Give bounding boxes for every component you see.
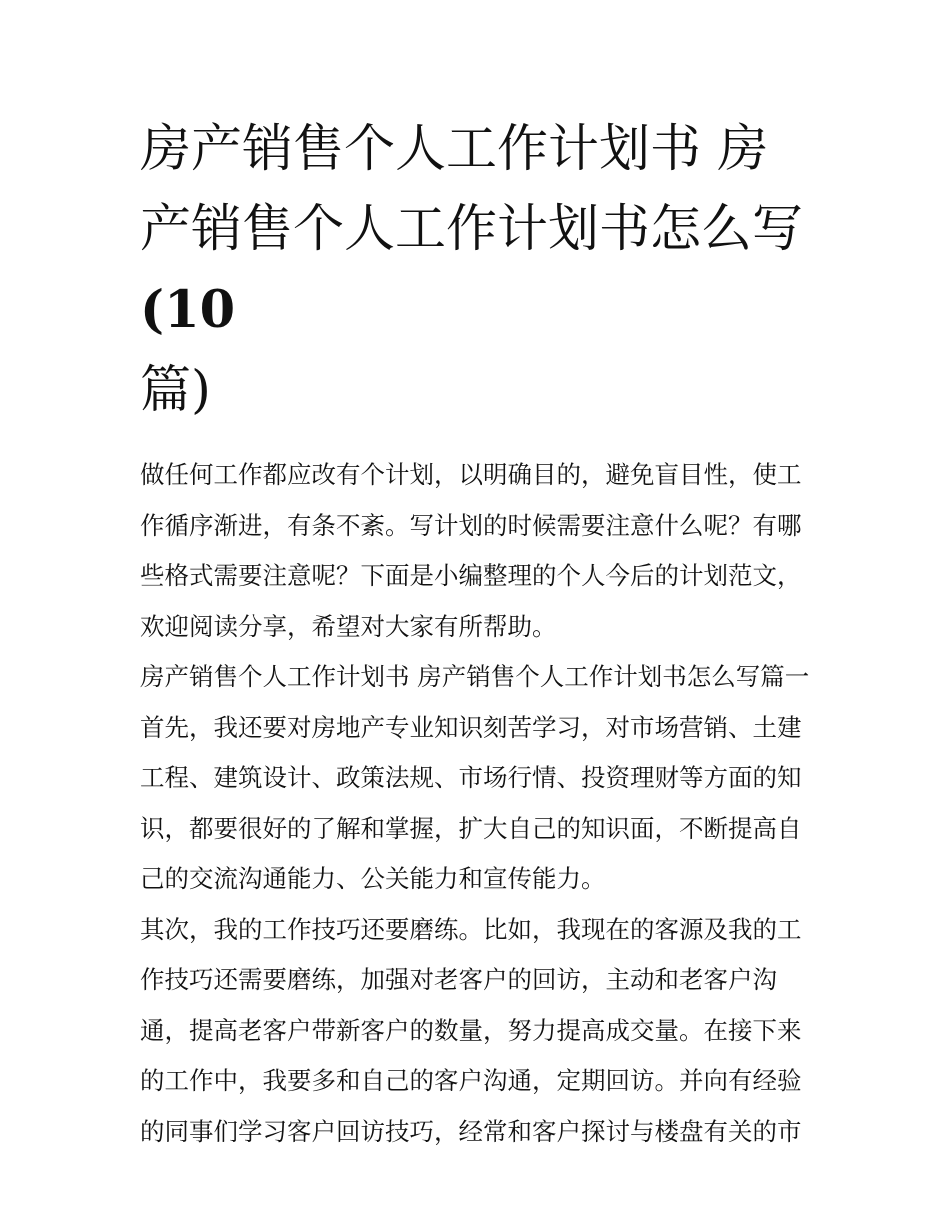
title-suffix: 篇)	[140, 361, 211, 420]
intro-paragraph: 做任何工作都应改有个计划，以明确目的，避免盲目性，使工作循序渐进，有条不紊。写计划的时候需要注意什么呢？有哪些格式需要注意呢？下面是小编整理的个人今后的计划范文，欢迎阅读分享，希望对大家有所帮助。	[140, 460, 802, 641]
title-count: (10	[140, 280, 236, 340]
document-body	[140, 110, 812, 1157]
section-heading: 房产销售个人工作计划书 房产销售个人工作计划书怎么写篇一	[140, 662, 810, 691]
title-text: 房产销售个人工作计划书 房产销售个人工作计划书怎么写	[140, 120, 804, 259]
document-title	[140, 110, 812, 431]
body-paragraph: 其次，我的工作技巧还要磨练。比如，我现在的客源及我的工作技巧还需要磨练，加强对老客户的回访，主动和老客户沟通，提高老客户带新客户的数量，努力提高成交量。在接下来的工作中，我要多和自己的客户沟通，定期回访。并向有经验的同事们学习客户回访技巧，经常和客户探讨与楼盘有关的市	[140, 914, 802, 1146]
body-paragraph: 首先，我还要对房地产专业知识刻苦学习，对市场营销、土建工程、建筑设计、政策法规、市场行情、投资理财等方面的知识，都要很好的了解和掌握，扩大自己的知识面，不断提高自己的交流沟通能力、公关能力和宣传能力。	[140, 712, 802, 893]
